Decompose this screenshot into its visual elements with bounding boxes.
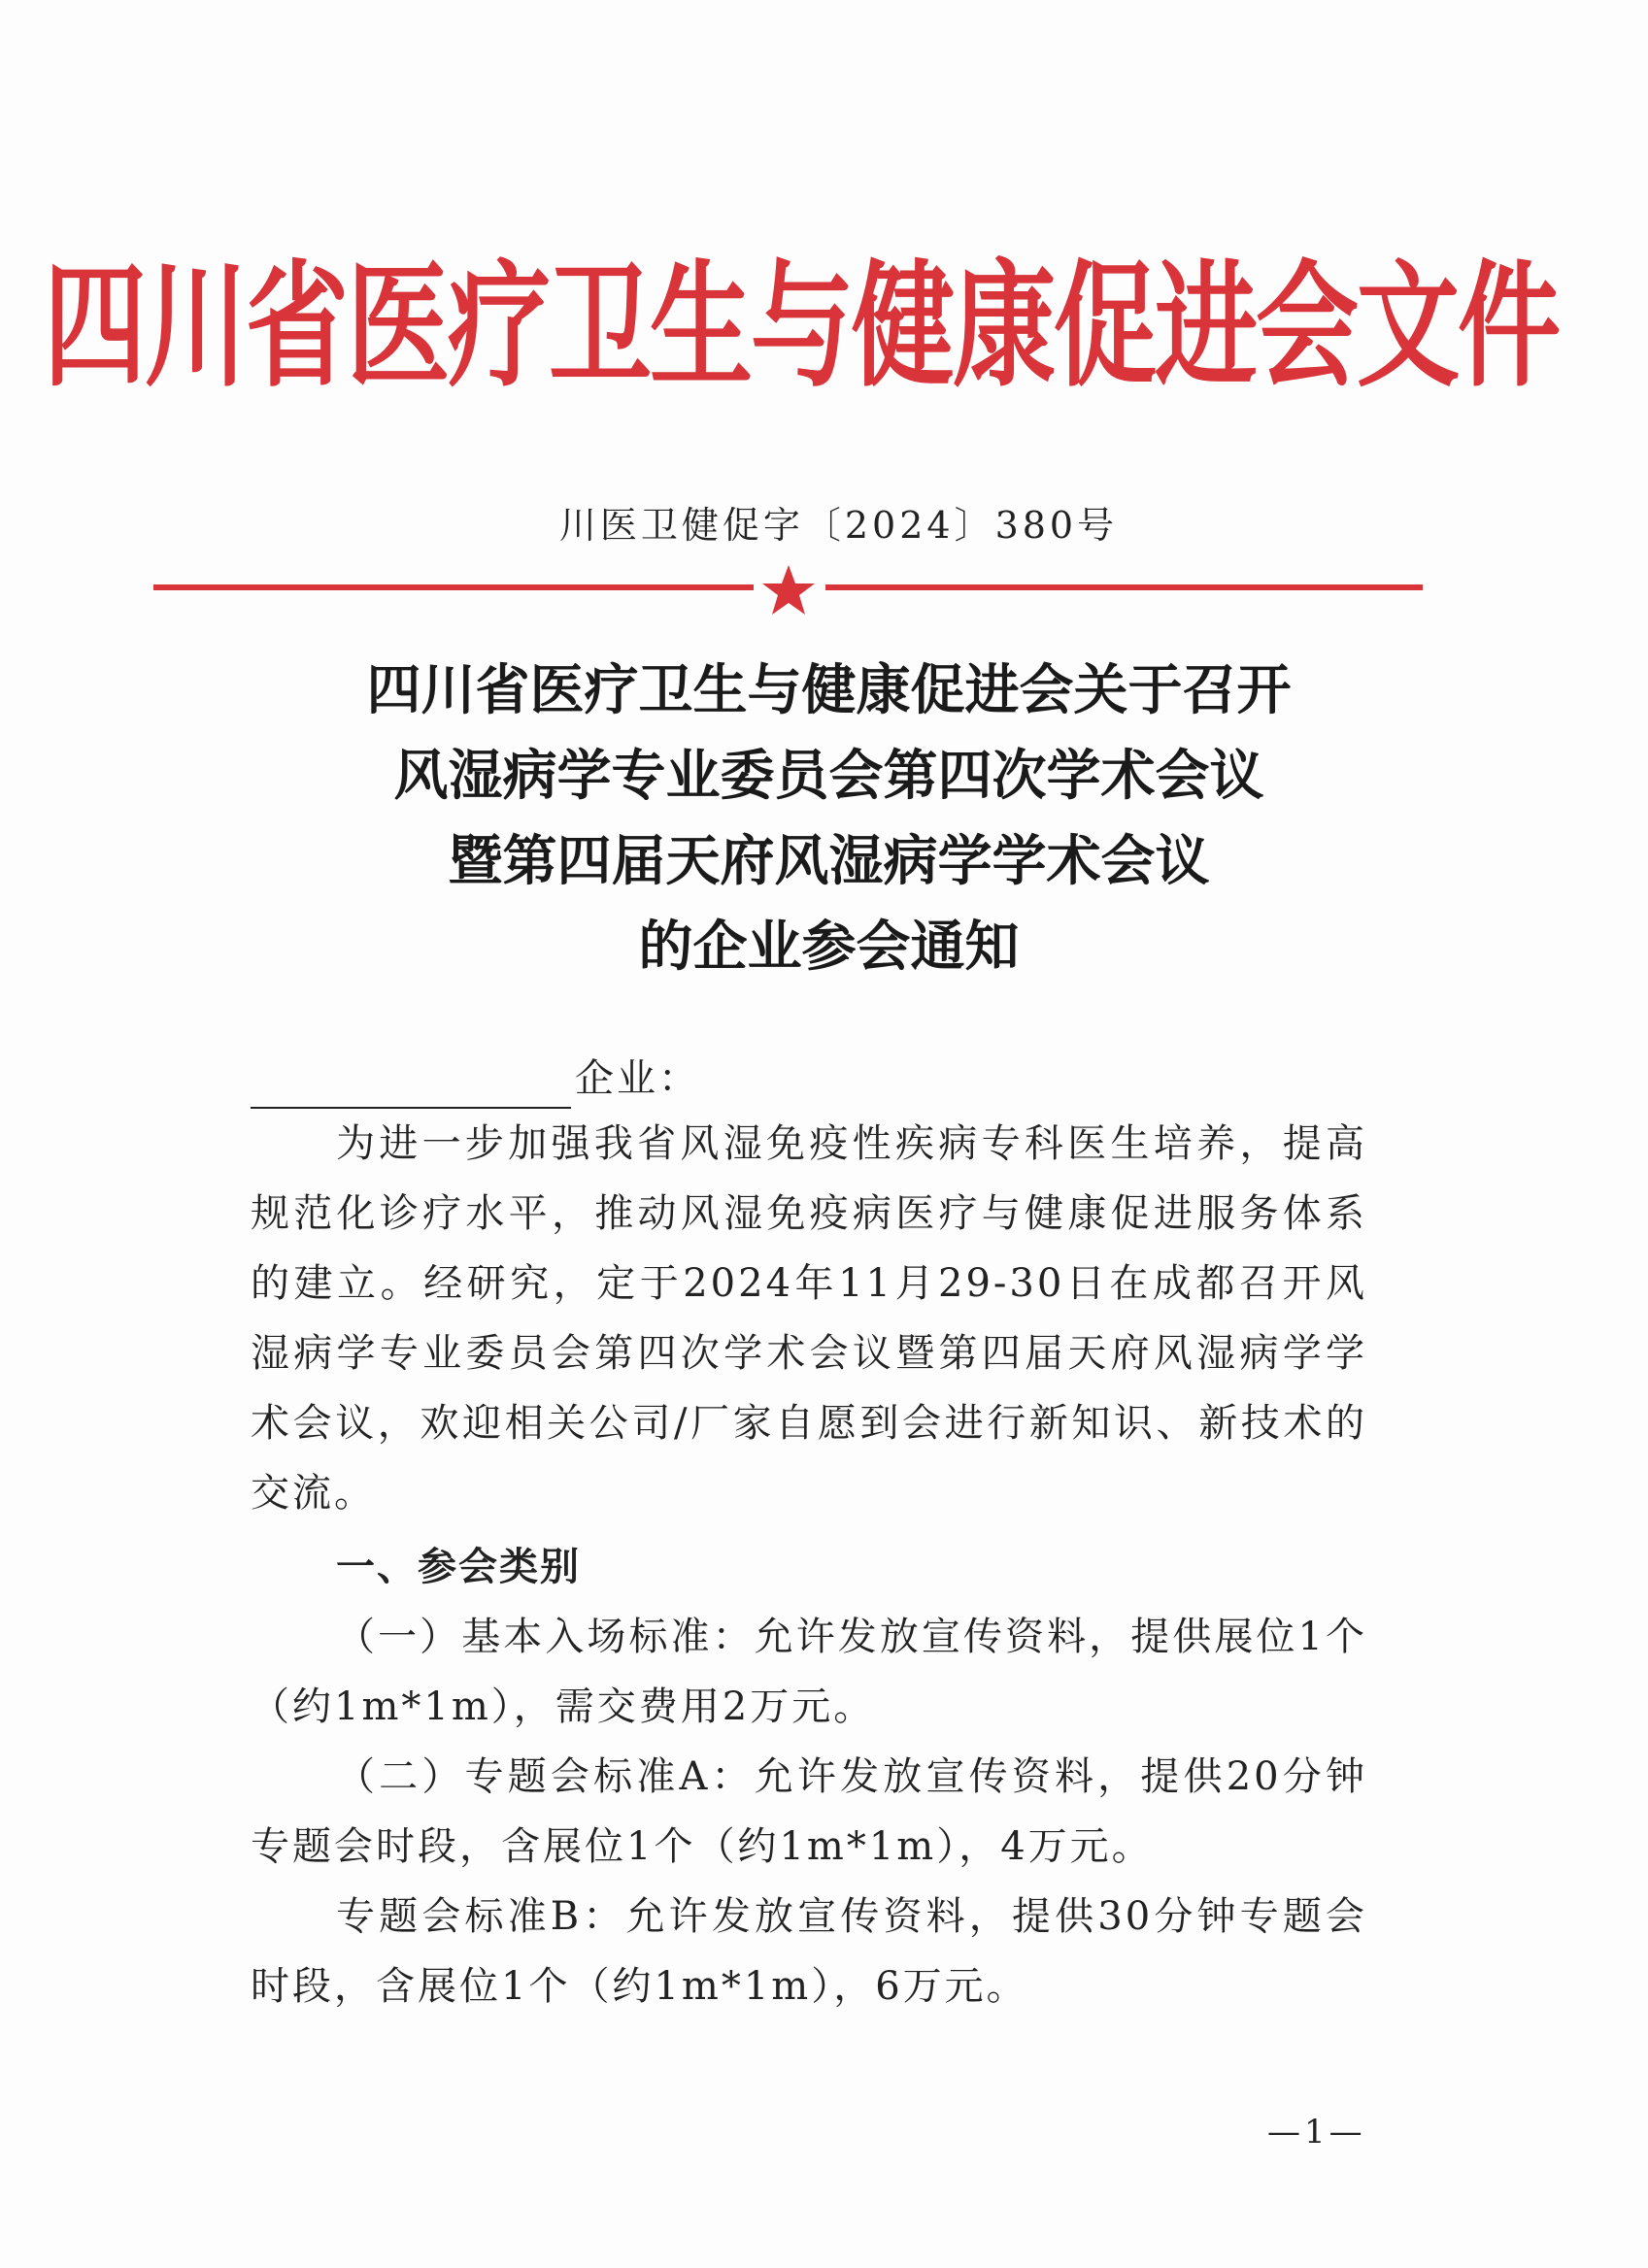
addressee-label: 企业： — [575, 1056, 700, 1101]
intro-paragraph: 为进一步加强我省风湿免疫性疾病专科医生培养，提高规范化诊疗水平，推动风湿免疫病医疗与健康促进服务体系的建立。经研究，定于2024年11月29-30日在成都召开风湿病学专业委员会第四次学术会议暨第四届天府风湿病学学术会议，欢迎相关公司/厂家自愿到会进行新知识、新技术的交流。 — [251, 1121, 1367, 1516]
notice-title-line-2: 风湿病学专业委员会第四次学术会议 — [393, 745, 1264, 808]
notice-title-line-3: 暨第四届天府风湿病学学术会议 — [448, 830, 1210, 893]
notice-title — [0, 649, 1648, 990]
section-heading-1: 一、参会类别 — [336, 1545, 581, 1589]
category-item-1: （一）基本入场标准：允许发放宣传资料，提供展位1个（约1m*1m），需交费用2万元。 — [251, 1615, 1367, 1729]
category-item-3: 专题会标准B：允许发放宣传资料，提供30分钟专题会时段，含展位1个（约1m*1m），6万元。 — [251, 1894, 1367, 2009]
page-number: —1— — [1267, 2113, 1366, 2151]
category-item-2: （二）专题会标准A：允许发放宣传资料，提供20分钟专题会时段，含展位1个（约1m*1m），4万元。 — [251, 1754, 1367, 1869]
addressee-blank — [251, 1060, 571, 1109]
document-number: 川医卫健促字〔2024〕380号 — [558, 504, 1119, 547]
issuer-header-title: 四川省医疗卫生与健康促进会文件 — [44, 245, 1559, 406]
notice-title-line-4: 的企业参会通知 — [638, 916, 1020, 979]
red-star-icon — [757, 561, 820, 619]
red-divider-left — [153, 584, 754, 590]
red-divider-right — [825, 584, 1423, 590]
notice-body — [251, 1049, 1367, 2021]
notice-title-line-1: 四川省医疗卫生与健康促进会关于召开 — [366, 659, 1292, 722]
addressee-line — [251, 1049, 1367, 1109]
